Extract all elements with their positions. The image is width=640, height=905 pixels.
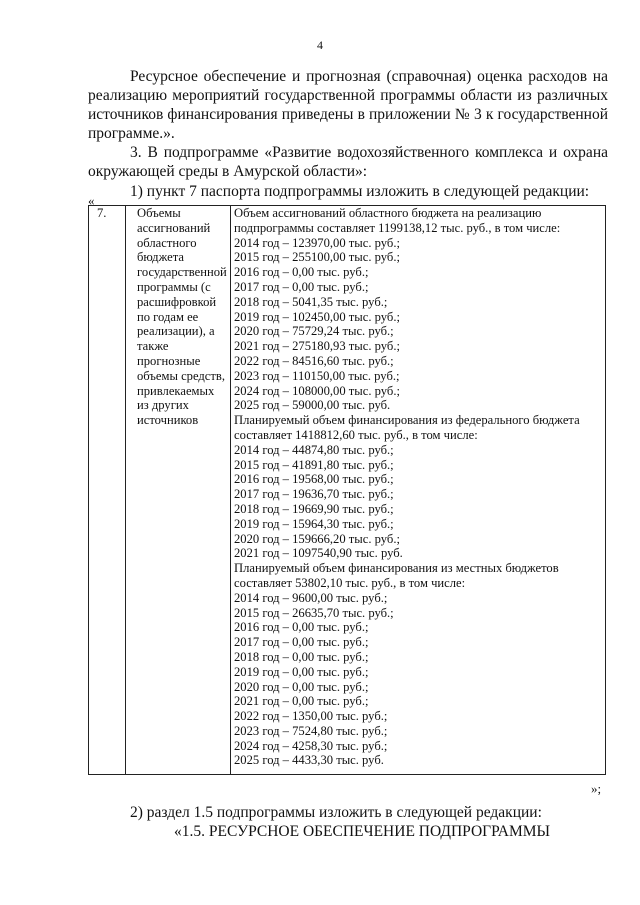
content-line: 2015 год – 41891,80 тыс. руб.; xyxy=(234,457,394,472)
content-line: 2014 год – 44874,80 тыс. руб.; xyxy=(234,442,394,457)
item3-line-2: окружающей среды в Амурской области»: xyxy=(88,163,368,180)
intro-line-1: Ресурсное обеспечение и прогнозная (справочная) оценка расходов на xyxy=(130,68,608,85)
label-line: расшифровкой xyxy=(137,294,217,309)
content-cell xyxy=(231,206,606,775)
intro-line-3: источников финансирования приведены в приложении № 3 к государственной xyxy=(88,106,608,123)
label-line: Объемы xyxy=(137,206,181,220)
table-row xyxy=(89,206,606,775)
label-cell xyxy=(126,206,231,775)
content-line: 2018 год – 19669,90 тыс. руб.; xyxy=(234,501,394,516)
content-line: 2014 год – 123970,00 тыс. руб.; xyxy=(234,235,400,250)
content-line: 2024 год – 108000,00 тыс. руб.; xyxy=(234,383,400,398)
content-line: 2022 год – 84516,60 тыс. руб.; xyxy=(234,353,394,368)
content-line: 2020 год – 159666,20 тыс. руб.; xyxy=(234,531,400,546)
intro-line-2: реализацию мероприятий государственной программы области из различных xyxy=(88,87,608,104)
label-line: привлекаемых xyxy=(137,383,215,398)
content-line: 2020 год – 0,00 тыс. руб.; xyxy=(234,679,369,694)
content-line: составляет 1418812,60 тыс. руб., в том числе: xyxy=(234,427,478,442)
content-line: 2019 год – 0,00 тыс. руб.; xyxy=(234,664,369,679)
content-line: 2025 год – 4433,30 тыс. руб. xyxy=(234,753,384,768)
label-line: программы (с xyxy=(137,279,211,294)
label-line: государственной xyxy=(137,265,227,280)
content-line: Объем ассигнований областного бюджета на реализацию xyxy=(234,206,542,220)
content-line: 2016 год – 0,00 тыс. руб.; xyxy=(234,265,369,280)
row-number: 7. xyxy=(97,206,107,220)
content-line: 2019 год – 15964,30 тыс. руб.; xyxy=(234,516,394,531)
content-line: 2017 год – 19636,70 тыс. руб.; xyxy=(234,487,394,502)
content-line: Планируемый объем финансирования из федерального бюджета xyxy=(234,413,580,428)
content-line: 2025 год – 59000,00 тыс. руб. xyxy=(234,398,391,413)
content-line: 2014 год – 9600,00 тыс. руб.; xyxy=(234,590,388,605)
content-line: 2021 год – 275180,93 тыс. руб.; xyxy=(234,339,400,354)
content-line: 2018 год – 0,00 тыс. руб.; xyxy=(234,649,369,664)
content-line: Планируемый объем финансирования из местных бюджетов xyxy=(234,561,559,576)
content-line: 2016 год – 19568,00 тыс. руб.; xyxy=(234,472,394,487)
content-line: подпрограммы составляет 1199138,12 тыс. руб., в том числе: xyxy=(234,220,561,235)
content-line: 2022 год – 1350,00 тыс. руб.; xyxy=(234,709,388,724)
label-line: реализации), а xyxy=(137,324,215,339)
content-line: 2019 год – 102450,00 тыс. руб.; xyxy=(234,309,400,324)
content-line: 2015 год – 26635,70 тыс. руб.; xyxy=(234,605,394,620)
intro-line-4: программе.». xyxy=(88,125,175,142)
label-line: областного xyxy=(137,235,197,250)
content-line: 2020 год – 75729,24 тыс. руб.; xyxy=(234,324,394,339)
item3-subitem-2: 2) раздел 1.5 подпрограммы изложить в следующей редакции: xyxy=(130,804,542,821)
content-line: 2024 год – 4258,30 тыс. руб.; xyxy=(234,738,388,753)
content-line: 2023 год – 110150,00 тыс. руб.; xyxy=(234,368,400,383)
content-line: 2018 год – 5041,35 тыс. руб.; xyxy=(234,294,388,309)
content-line: 2016 год – 0,00 тыс. руб.; xyxy=(234,620,369,635)
label-line: источников xyxy=(137,413,199,428)
item3-subitem-1: 1) пункт 7 паспорта подпрограммы изложить в следующей редакции: xyxy=(130,183,590,200)
section-heading: «1.5. РЕСУРСНОЕ ОБЕСПЕЧЕНИЕ ПОДПРОГРАММЫ xyxy=(174,823,551,840)
content-line: составляет 53802,10 тыс. руб., в том числе: xyxy=(234,575,466,590)
label-line: также xyxy=(137,339,169,354)
label-line: из других xyxy=(137,398,189,413)
label-line: прогнозные xyxy=(137,353,201,368)
item3-line-1: 3. В подпрограмме «Развитие водохозяйственного комплекса и охрана xyxy=(130,144,608,161)
page-number: 4 xyxy=(317,38,323,52)
label-line: по годам ее xyxy=(137,309,199,324)
content-line: 2015 год – 255100,00 тыс. руб.; xyxy=(234,250,400,265)
content-line: 2023 год – 7524,80 тыс. руб.; xyxy=(234,723,388,738)
content-line: 2021 год – 0,00 тыс. руб.; xyxy=(234,694,369,709)
content-line: 2021 год – 1097540,90 тыс. руб. xyxy=(234,546,403,561)
row-number-cell xyxy=(89,206,126,775)
close-quote: »; xyxy=(591,781,602,796)
label-line: ассигнований xyxy=(137,220,211,235)
open-quote: « xyxy=(88,193,95,208)
label-line: объемы средств, xyxy=(137,368,225,383)
content-line: 2017 год – 0,00 тыс. руб.; xyxy=(234,635,369,650)
content-line: 2017 год – 0,00 тыс. руб.; xyxy=(234,279,369,294)
label-line: бюджета xyxy=(137,250,184,265)
passport-table xyxy=(88,205,606,775)
